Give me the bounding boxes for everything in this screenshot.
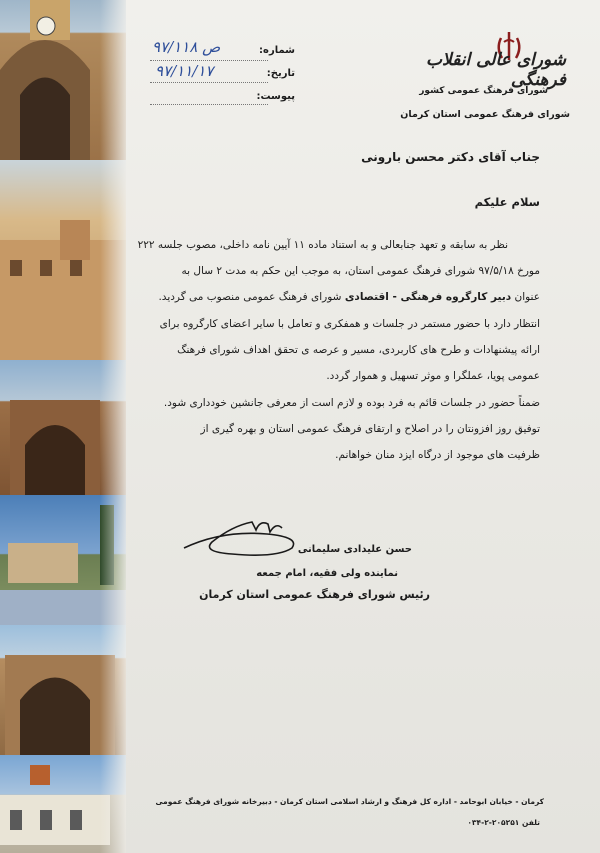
date-line xyxy=(150,82,268,83)
date-label: تاریخ: xyxy=(266,68,295,79)
body-line-6: عمومی پویا، عملگرا و موثر تسهیل و هموار گردد. xyxy=(326,370,540,382)
council-secretariat: شورای فرهنگ عمومی کشور xyxy=(419,86,548,96)
recipient: جناب آقای دکتر محسن بارونی xyxy=(361,150,540,164)
signatory-title-1: نماینده ولی فقیه، امام جمعه xyxy=(256,568,398,579)
body-line-3 xyxy=(158,291,540,303)
attachment-label: پیوست: xyxy=(256,91,295,102)
signatory-title-2: رئیس شورای فرهنگ عمومی استان کرمان xyxy=(199,588,430,601)
body-line-7: ضمناً حضور در جلسات قائم به فرد بوده و لازم است از معرفی جانشین خودداری شود. xyxy=(163,397,540,409)
footer-address: کرمان - خیابان ابوحامد - اداره کل فرهنگ و ارشاد اسلامی استان کرمان - دبیرخانه شورای فرهنگ عمومی xyxy=(155,797,544,806)
body-line-5: ارائه پیشنهادات و طرح های کاربردی، مسیر و عرصه ی تحقق اهداف شورای فرهنگ xyxy=(177,344,540,356)
footer-phone: تلفن ۲۰۵۲۵۱-۲-۰۳۴ xyxy=(467,818,540,827)
position-title: دبیر کارگروه فرهنگی - اقتصادی xyxy=(344,291,512,303)
number-label: شماره: xyxy=(259,45,295,56)
body-line-9: ظرفیت های موجود از درگاه ایزد منان خواهانم. xyxy=(335,449,540,461)
signatory-name: حسن علیدادی سلیمانی xyxy=(297,544,412,555)
body-line-1: نظر به سابقه و تعهد جنابعالی و به استناد ماده ۱۱ آیین نامه داخلی، مصوب جلسه ۲۲۲ xyxy=(137,239,508,251)
number-value: ۹۷/۱۱۸ ص xyxy=(152,38,221,56)
body-line-8: توفیق روز افزونتان را در اصلاح و ارتقای فرهنگ عمومی استان و بهره گیری از xyxy=(200,423,540,435)
provincial-council: شورای فرهنگ عمومی استان کرمان xyxy=(400,109,570,120)
strip-fade xyxy=(100,0,126,853)
council-logo-text: شورای عالی انقلاب فرهنگی xyxy=(426,50,566,90)
decorative-photo-strip xyxy=(0,0,126,853)
body-line-3-start: عنوان xyxy=(511,291,540,303)
body-line-2: مورخ ۹۷/۵/۱۸ شورای فرهنگ عمومی استان، به موجب این حکم به مدت ۲ سال به xyxy=(181,265,540,277)
handwritten-signature xyxy=(172,512,312,564)
attachment-line xyxy=(150,104,268,105)
number-line xyxy=(150,60,268,61)
date-value: ۹۷/۱۱/۱۷ xyxy=(155,62,214,80)
body-line-4: انتظار دارد با حضور مستمر در جلسات و همفکری و تعامل با سایر اعضای کارگروه برای xyxy=(159,318,540,330)
body-line-3-end: شورای فرهنگ عمومی منصوب می گردید. xyxy=(158,291,345,303)
greeting: سلام علیکم xyxy=(474,195,540,209)
